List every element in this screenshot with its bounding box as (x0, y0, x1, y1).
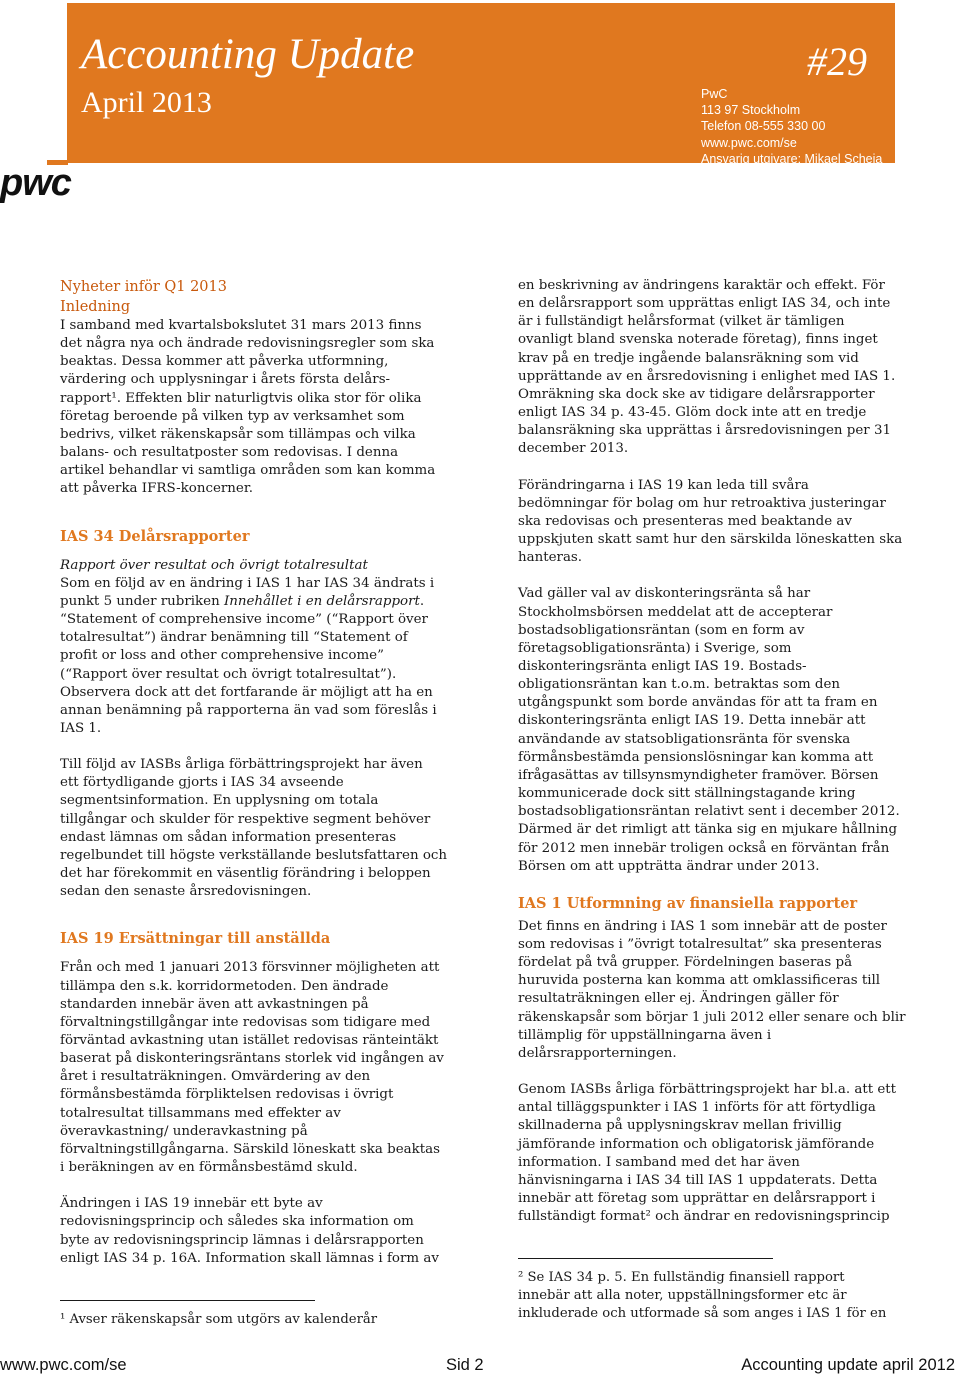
ias34-paragraph-a (60, 575, 470, 593)
text-line: totalresultat”) ändrar benämning till “Statement of (60, 630, 408, 646)
contact-line: PwC (701, 87, 728, 101)
text-line: bostadsobligationsräntan relativt sent i december 2012. (518, 804, 900, 820)
text-line: räkenskapsår som börjar 1 juli 2012 eller senare och blir (518, 1009, 906, 1025)
text-line: kommunicerade dock sitt ställningstagande kring (518, 786, 856, 802)
left-column (60, 277, 470, 1329)
text-line: ² Se IAS 34 p. 5. En fullständig finansiell rapport (518, 1270, 845, 1286)
text-line: rapport¹. Effekten blir naturligtvis olika stor för olika (60, 390, 422, 406)
text-line: det har förekommit en väsentlig förändring i beloppen (60, 866, 431, 882)
text-line: Förändringarna i IAS 19 kan leda till svåra (518, 477, 809, 493)
ias34-paragraph-c (60, 611, 470, 738)
text-line: endast lämnas om sådan information presenteras (60, 829, 397, 845)
text-line: segmentsinformation. En upplysning om totala (60, 793, 379, 809)
text-line: december 2013. (518, 441, 629, 457)
text-line: användande av statsobligationsränta för svenska (518, 731, 851, 747)
text-line: obligationsräntan kan t.o.m. betraktas som den (518, 677, 841, 693)
text-line: innebär att företag som upprättar en delårsrapport i (518, 1191, 876, 1207)
text-line: Därmed är det rimligt att tänka sig en mjukare hållning (518, 822, 898, 838)
ias34-heading: IAS 34 Delårsrapporter (60, 527, 250, 545)
text-line: sedan den senaste årsredovisningen. (60, 884, 312, 900)
footnote-2 (518, 1269, 928, 1323)
pwc-logo: pwc (0, 162, 71, 204)
header-banner (67, 3, 895, 166)
text-line: enligt IAS 34 p. 43-45. Glöm dock inte att en tredje (518, 405, 867, 421)
contact-line: Telefon 08-555 330 00 (701, 119, 826, 134)
text-line: förmånsbestämda förpliktelsen redovisas i övrigt (60, 1087, 394, 1103)
text-line: hanteras. (518, 550, 583, 566)
text-line: Genom IASBs årliga förbättringsprojekt har bl.a. att ett (518, 1082, 897, 1098)
right-paragraph-1 (518, 277, 928, 459)
text-line: Omräkning ska dock ske av tidigare delårsrapporter (518, 386, 875, 402)
text-line: Ändringen i IAS 19 innebär ett byte av (60, 1196, 323, 1212)
footer-url[interactable]: www.pwc.com/se (0, 1356, 127, 1374)
text-line: ovanligt bland svenska noterade företag), finns inget (518, 332, 878, 348)
text-line: Som en följd av en ändring i IAS 1 har IAS 34 ändrats i (60, 575, 435, 591)
text-line: förvaltningstillgångar inte redovisas som tidigare med (60, 1014, 431, 1030)
intro-heading: Inledning (60, 299, 131, 315)
text-line: hänvisningarna i IAS 34 till IAS 1 uppdaterats. Detta (518, 1172, 878, 1188)
text-line: regelbundet till högste verkställande beslutsfattaren och (60, 847, 448, 863)
text-line: “Statement of comprehensive income” (“Rapport över (60, 612, 428, 628)
contact-line: Ansvarig utgivare: Mikael Scheja (701, 151, 883, 166)
text-line: Vad gäller val av diskonteringsränta så har (518, 586, 811, 602)
text-line: profit or loss and other comprehensive income” (60, 648, 384, 664)
ias19-paragraph-1 (60, 959, 470, 1177)
text-line: det några nya och ändrade redovisningsregler som ska (60, 336, 435, 352)
text-line: bedrivs, vilket räkenskapsår som tillämpas och vilka (60, 426, 416, 442)
text-line: är i fullständigt helårsformat (vilket är tämligen (518, 314, 845, 330)
text-line: bedömningar för bolag om hur retroaktiva justeringar (518, 495, 886, 511)
ias1-paragraph-2 (518, 1081, 928, 1226)
text-line: fördelat på två grupper. Fördelningen baseras på (518, 955, 853, 971)
footnote-1: ¹ Avser räkenskapsår som utgörs av kalenderår (60, 1311, 378, 1327)
text-line: huruvida posterna kan komma att omklassificeras till (518, 973, 881, 989)
text-line: för 2012 men innebär troligen också en förväntan från (518, 840, 890, 856)
intro-paragraph (60, 317, 470, 499)
text-line: antal tilläggspunkter i IAS 1 införts för att förtydliga (518, 1100, 876, 1116)
text-line: som redovisas i ”övrigt totalresultat” ska presenteras (518, 937, 882, 952)
text-line: förvaltningstillgångarna. Särskild löneskatt ska beaktas (60, 1141, 440, 1157)
text-line: uppskjuten skatt samt hur den särskilda löneskatten ska (518, 532, 903, 548)
text-line: i beräkningen av en förmånsbestämd skuld. (60, 1160, 358, 1176)
text-line: tillämplig för uppställningarna även i (518, 1027, 772, 1043)
text-line: en beskrivning av ändringens karaktär och effekt. För (518, 278, 885, 293)
contact-block (701, 86, 882, 167)
right-paragraph-2 (518, 477, 928, 568)
text-line: ifrågasättas av tillsynsmyndigheter framöver. Börsen (518, 767, 879, 783)
document-heading: Nyheter inför Q1 2013 (60, 279, 227, 295)
text-line: krav på en tredje ingående balansräkning som vid (518, 350, 859, 366)
ias19-heading: IAS 19 Ersättningar till anställda (60, 930, 331, 948)
footer-publication: Accounting update april 2012 (741, 1356, 955, 1374)
text-line: överavkastning/ underavkastning på (60, 1123, 308, 1139)
text-line: fullständigt format² och ändrar en redovisningsprincip (518, 1209, 890, 1225)
text-line: (“Rapport över resultat och övrigt totalresultat”). (60, 666, 397, 682)
text-line: ett förtydligande gjorts i IAS 34 avseende (60, 775, 344, 791)
footnote-divider (60, 1300, 315, 1301)
text-line: tillämpa den s.k. korridormetoden. Den ändrade (60, 978, 389, 994)
text-line: Från och med 1 januari 2013 försvinner möjligheten att (60, 960, 440, 976)
right-column (518, 277, 928, 1323)
text-line: totalresultat tillsammans med effekter av (60, 1105, 341, 1121)
ias34-subheading: Rapport över resultat och övrigt totalresultat (60, 557, 368, 573)
text-line: redovisningsprincip och således ska information om (60, 1214, 414, 1230)
ias34-text-end: . (419, 593, 425, 609)
text-line: Det finns en ändring i IAS 1 som innebär att de poster (518, 918, 887, 934)
page-number: Sid 2 (446, 1356, 484, 1374)
ias1-paragraph-1 (518, 918, 928, 1063)
text-line: Stockholmsbörsen meddelat att de accepterar (518, 604, 833, 620)
text-line: innebär att alla noter, uppställningsformer etc är (518, 1288, 847, 1304)
text-line: resultaträkningen eller ej. Ändringen gäller för (518, 991, 839, 1007)
text-line: balansräkning ska upprättas i årsredovisningen per 31 (518, 423, 892, 439)
text-line: Till följd av IASBs årliga förbättringsprojekt har även (60, 757, 423, 773)
contact-line: www.pwc.com/se (701, 135, 797, 150)
text-line: Börsen om att uppträtta ändrar under 2013. (518, 858, 820, 874)
ias34-text: punkt 5 under rubriken (60, 593, 224, 609)
text-line: att påverka IFRS-koncerner. (60, 481, 254, 497)
ias34-paragraph-b (60, 593, 470, 611)
text-line: förväntad avkastning utan istället redovisas ränteintäkt (60, 1033, 439, 1048)
text-line: enligt IAS 34 p. 16A. Information skall lämnas i form av (60, 1250, 439, 1266)
text-line: inkluderade och utformade så som anges i IAS 1 för en (518, 1306, 887, 1322)
text-line: byte av redovisningsprincip lämnas i delårsrapporten (60, 1232, 424, 1248)
contact-line: 113 97 Stockholm (701, 103, 801, 118)
text-line: bostadsobligationsräntan (som en form av (518, 622, 805, 638)
text-line: diskonteringsränta enligt IAS 19. Bostads- (518, 658, 807, 674)
text-line: skillnaderna på upplysningskrav mellan frivillig (518, 1118, 842, 1134)
text-line: företag beroende på vilken typ av verksamhet som (60, 408, 405, 424)
newsletter-title: Accounting Update (81, 31, 415, 78)
text-line: standarden innebär även att avkastningen på (60, 996, 369, 1012)
text-line: upprättande av en årsredovisning i enlighet med IAS 1. (518, 368, 896, 384)
right-paragraph-3 (518, 585, 928, 876)
text-line: en delårsrapport som upprättas enligt IAS 34, och inte (518, 296, 891, 312)
text-line: Observera dock att det fortfarande är möjligt att ha en (60, 684, 433, 700)
text-line: information. I samband med det har även (518, 1154, 800, 1170)
text-line: utgångspunkt som borde användas för att ta fram en (518, 695, 878, 711)
ias19-paragraph-2 (60, 1195, 470, 1268)
text-line: året i resultaträkningen. Omvärdering av den (60, 1069, 371, 1085)
text-line: förmånsbestämda pensionslösningar kan komma att (518, 749, 874, 765)
text-line: I samband med kvartalsbokslutet 31 mars 2013 finns (60, 318, 422, 333)
footnote-divider-2 (518, 1258, 773, 1259)
text-line: ska redovisas och presenteras med beaktande av (518, 513, 852, 529)
text-line: beaktas. Dessa kommer att påverka utformning, (60, 354, 389, 370)
text-line: värdering och upplysningar i årets första delårs- (60, 372, 391, 388)
text-line: annan benämning på rapporterna än vad som föreslås i (60, 702, 437, 718)
text-line: diskonteringsränta enligt IAS 19. Detta innebär att (518, 713, 866, 729)
text-line: IAS 1. (60, 720, 102, 736)
text-line: balans- och resultatposter som redovisas. I denna (60, 445, 399, 461)
ias34-paragraph-2 (60, 756, 470, 901)
issue-number: #29 (807, 39, 867, 84)
text-line: företagsobligationsränta) i Sverige, som (518, 640, 792, 656)
text-line: delårsrapporterningen. (518, 1045, 677, 1061)
text-line: artikel behandlar vi samtliga områden som kan komma (60, 463, 436, 479)
text-line: tillgångar och skulder för respektive segment behöver (60, 811, 431, 827)
text-line: jämförande information och obligatorisk jämförande (518, 1136, 875, 1152)
ias1-heading: IAS 1 Utformning av finansiella rapporter (518, 894, 858, 912)
ias34-italic-ref: Innehållet i en delårsrapport (223, 593, 420, 609)
issue-date: April 2013 (81, 86, 212, 119)
page-footer (0, 1356, 960, 1380)
text-line: baserat på diskonteringsräntans storlek vid ingången av (60, 1051, 444, 1067)
